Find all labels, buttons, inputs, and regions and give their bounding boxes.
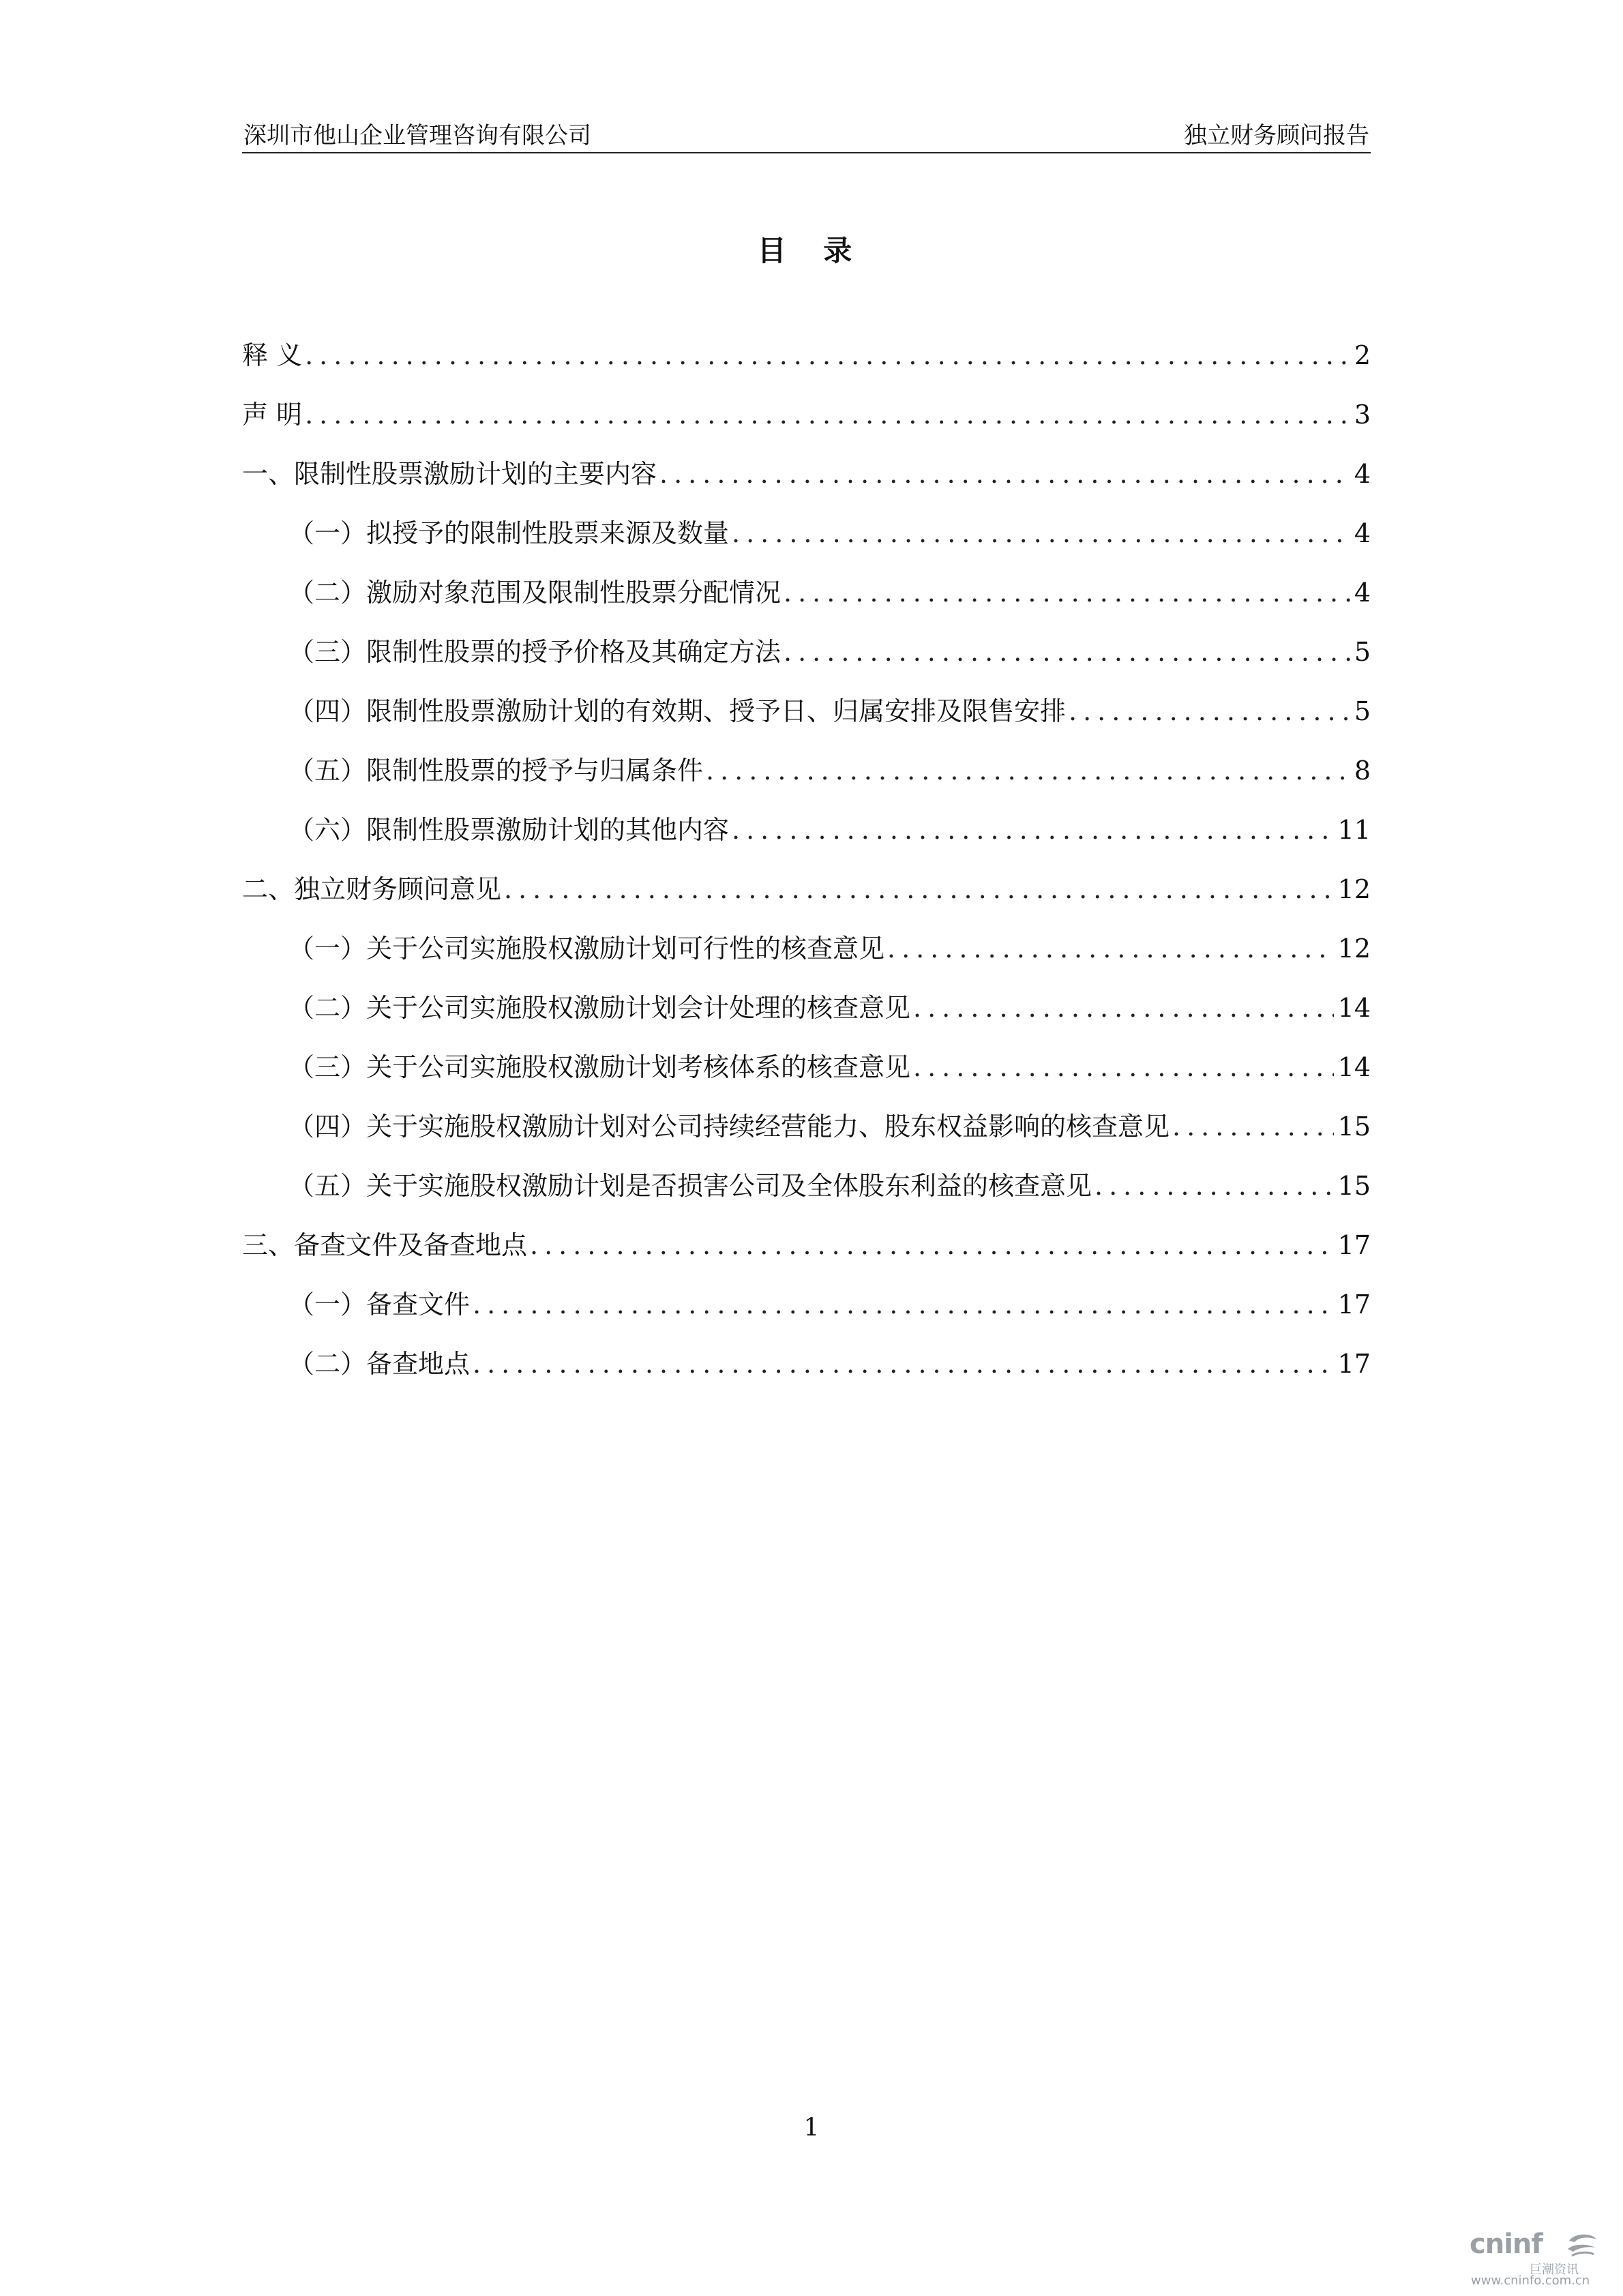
toc-dot-leader xyxy=(473,1289,1334,1320)
logo-url: www.cninfo.com.cn xyxy=(1471,2273,1590,2288)
toc-dot-leader xyxy=(504,874,1334,904)
logo-brand-cn: 巨潮资讯 xyxy=(1530,2263,1579,2277)
toc-dot-leader xyxy=(1172,1112,1334,1142)
toc-dot-leader xyxy=(706,756,1350,786)
toc-entry[interactable] xyxy=(242,1343,1371,1402)
toc-entry[interactable] xyxy=(242,690,1371,749)
toc-entry-page: 4 xyxy=(1354,459,1371,489)
toc-dot-leader xyxy=(732,518,1350,548)
page-number: 1 xyxy=(803,2114,820,2142)
toc-entry-page: 15 xyxy=(1337,1171,1371,1201)
toc-entry[interactable] xyxy=(242,393,1371,453)
toc-dot-leader xyxy=(784,637,1350,667)
toc-entry-label: 一、限制性股票激励计划的主要内容 xyxy=(242,459,657,489)
toc-entry[interactable] xyxy=(242,1165,1371,1224)
toc-entry-page: 4 xyxy=(1354,578,1371,608)
toc-entry-label: （三）关于公司实施股权激励计划考核体系的核查意见 xyxy=(288,1052,911,1082)
toc-entry-page: 12 xyxy=(1337,874,1371,904)
toc-entry[interactable] xyxy=(242,1046,1371,1105)
toc-entry-page: 17 xyxy=(1337,1349,1371,1379)
toc-dot-leader xyxy=(305,400,1350,430)
toc-entry-label: 三、备查文件及备查地点 xyxy=(242,1230,528,1260)
toc-entry-page: 12 xyxy=(1337,934,1371,964)
header-report-type: 独立财务顾问报告 xyxy=(1184,122,1369,149)
toc-entry-label: （五）限制性股票的授予与归属条件 xyxy=(288,756,704,786)
toc-title: 目 录 xyxy=(757,234,866,267)
toc-entry-label: （二）备查地点 xyxy=(288,1349,471,1379)
toc-entry-page: 3 xyxy=(1354,400,1371,430)
toc-entry-page: 8 xyxy=(1354,756,1371,786)
toc-entry-page: 5 xyxy=(1354,696,1371,726)
toc-dot-leader xyxy=(1095,1171,1334,1201)
toc-dot-leader xyxy=(913,993,1334,1023)
page-header xyxy=(242,113,1371,153)
toc-entry-page: 15 xyxy=(1337,1112,1371,1142)
toc-entry-label: （一）关于公司实施股权激励计划可行性的核查意见 xyxy=(288,934,885,964)
toc-entry[interactable] xyxy=(242,809,1371,868)
toc-entry[interactable] xyxy=(242,1283,1371,1343)
toc-dot-leader xyxy=(473,1349,1334,1379)
toc-entry[interactable] xyxy=(242,334,1371,393)
toc-entry-page: 4 xyxy=(1354,518,1371,548)
toc-entry-label: （二）激励对象范围及限制性股票分配情况 xyxy=(288,578,781,608)
toc-dot-leader xyxy=(784,578,1350,608)
toc-entry[interactable] xyxy=(242,512,1371,571)
toc-entry[interactable] xyxy=(242,868,1371,927)
toc-dot-leader xyxy=(887,934,1334,964)
toc-entry-page: 14 xyxy=(1337,1052,1371,1082)
toc-entry[interactable] xyxy=(242,927,1371,987)
toc-entry-label: 二、独立财务顾问意见 xyxy=(242,874,502,904)
toc-entry-label: （六）限制性股票激励计划的其他内容 xyxy=(288,815,730,845)
toc-entry[interactable] xyxy=(242,631,1371,690)
toc-entry-page: 17 xyxy=(1337,1289,1371,1320)
toc-entry-label: 声 明 xyxy=(242,400,303,430)
toc-entry[interactable] xyxy=(242,749,1371,809)
toc-entry-label: 释 义 xyxy=(242,340,303,370)
toc-dot-leader xyxy=(305,340,1350,370)
toc-entry[interactable] xyxy=(242,1224,1371,1283)
toc-entry-label: （四）限制性股票激励计划的有效期、授予日、归属安排及限售安排 xyxy=(288,696,1067,726)
toc-entry-label: （四）关于实施股权激励计划对公司持续经营能力、股东权益影响的核查意见 xyxy=(288,1112,1170,1142)
toc-entry-page: 2 xyxy=(1354,340,1371,370)
toc-entry-label: （三）限制性股票的授予价格及其确定方法 xyxy=(288,637,781,667)
logo-brand: cninf xyxy=(1470,2228,1543,2260)
toc-dot-leader xyxy=(530,1230,1334,1260)
toc-entry[interactable] xyxy=(242,1105,1371,1165)
toc-entry-page: 5 xyxy=(1354,637,1371,667)
toc-entry-page: 11 xyxy=(1337,815,1371,845)
toc-entry-label: （二）关于公司实施股权激励计划会计处理的核查意见 xyxy=(288,993,911,1023)
swirl-icon xyxy=(1565,2231,1600,2258)
toc-entry-page: 17 xyxy=(1337,1230,1371,1260)
toc-entry-label: （五）关于实施股权激励计划是否损害公司及全体股东利益的核查意见 xyxy=(288,1171,1092,1201)
table-of-contents xyxy=(242,334,1371,1402)
toc-entry-label: （一）备查文件 xyxy=(288,1289,471,1320)
cninfo-watermark-logo xyxy=(1470,2228,1613,2290)
toc-dot-leader xyxy=(659,459,1350,489)
toc-entry-page: 14 xyxy=(1337,993,1371,1023)
toc-entry-label: （一）拟授予的限制性股票来源及数量 xyxy=(288,518,730,548)
header-company: 深圳市他山企业管理咨询有限公司 xyxy=(243,122,591,149)
toc-dot-leader xyxy=(1069,696,1350,726)
toc-entry[interactable] xyxy=(242,571,1371,631)
toc-entry[interactable] xyxy=(242,987,1371,1046)
toc-dot-leader xyxy=(732,815,1334,845)
toc-dot-leader xyxy=(913,1052,1334,1082)
toc-entry[interactable] xyxy=(242,453,1371,512)
